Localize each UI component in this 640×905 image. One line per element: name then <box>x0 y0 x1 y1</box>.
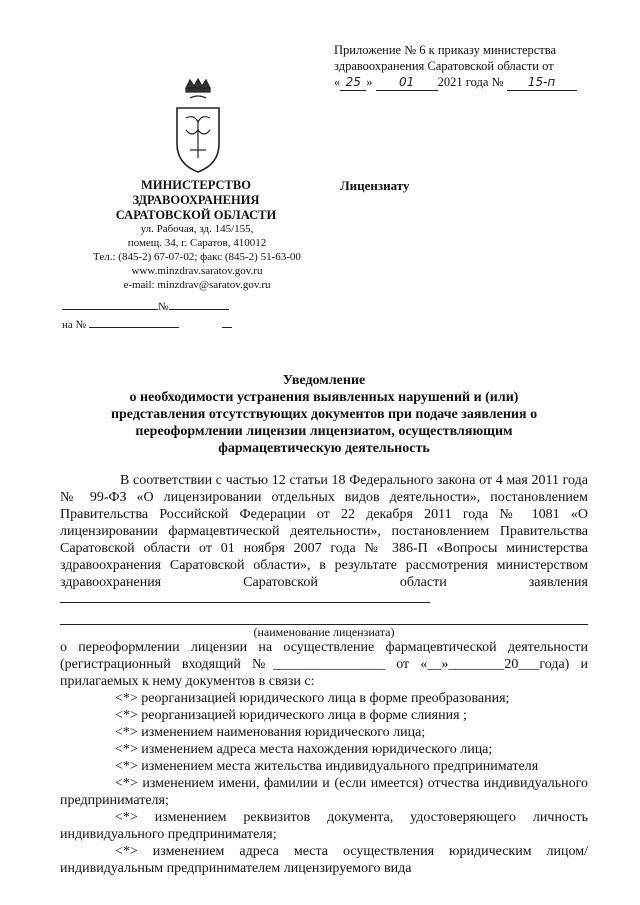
appendix-number: 15-п <box>507 74 577 91</box>
reason-item: <*> реорганизацией юридического лица в форме преобразования; <box>115 691 510 706</box>
document-body <box>60 472 588 877</box>
title-line: фармацевтическую деятельность <box>218 441 430 456</box>
ministry-name-line: САРАТОВСКОЙ ОБЛАСТИ <box>115 208 277 222</box>
appendix-date-line: « 25 » 01 2021 года № 15-п <box>334 74 624 91</box>
reissue-paragraph: о переоформлении лицензии на осуществление фармацевтической деятельности (регистрационный входящий №________________ от «__»________20___года) и прилагаемых к нему документов в связи с: <box>60 640 588 689</box>
reason-item: <*> реорганизацией юридического лица в форме слияния ; <box>115 708 467 723</box>
reason-item: <*> изменением адреса места осуществления юридическим лицом/индивидуальным предпринимателем лицензируемого вида <box>60 844 588 876</box>
saratov-coat-of-arms-emblem <box>172 78 224 176</box>
title-line: о необходимости устранения выявленных нарушений и (или) <box>129 390 519 405</box>
phone-fax: Тел.: (845-2) 67-07-02; факс (845-2) 51-63-00 <box>93 251 301 263</box>
outgoing-reference <box>62 298 302 334</box>
reason-item: <*> изменением реквизитов документа, удостоверяющего личность индивидуального предпринимателя; <box>60 810 588 842</box>
recipient: Лицензиату <box>340 178 410 193</box>
ministry-name-line: ЗДРАВООХРАНЕНИЯ <box>132 193 260 207</box>
appendix-line-2: здравоохранения Саратовской области от <box>334 59 554 73</box>
email: e-mail: minzdrav@saratov.gov.ru <box>123 279 271 291</box>
outgoing-number-line <box>62 298 302 316</box>
appendix-day: 25 <box>340 74 366 91</box>
intro-paragraph <box>60 472 588 608</box>
title-line: Уведомление <box>282 373 366 388</box>
reason-item: <*> изменением адреса места нахождения юридического лица; <box>115 742 493 757</box>
intro-text: В соответствии с частью 12 статьи 18 Федерального закона от 4 мая 2011 года № 99-ФЗ «О лицензировании отдельных видов деятельности», постановлением Правительства Российской Федерации от 22 декабря 2011 года № 1081 «О лицензировании фармацевтической деятельности», постановлением Правительства Саратовской области от 01 ноября 2007 года № 386-П «Вопросы министерства здравоохранения Саратовской области», в результате рассмотрения министерством здравоохранения Саратовской области заявления <box>60 473 588 590</box>
address-line: ул. Рабочая, зд. 145/155, <box>140 223 254 235</box>
ministry-name <box>96 178 296 223</box>
title-line: переоформлении лицензии лицензиатом, осуществляющим <box>135 424 513 439</box>
ministry-name-line: МИНИСТЕРСТВО <box>141 178 251 192</box>
licensee-name-field <box>60 608 588 625</box>
reason-item: <*> изменением наименования юридического лица; <box>115 725 426 740</box>
document-title <box>60 372 588 457</box>
ministry-contacts <box>92 222 302 292</box>
on-number-label: № <box>75 319 87 331</box>
on-label: на <box>62 319 73 331</box>
website: www.minzdrav.saratov.gov.ru <box>131 265 263 277</box>
number-label: № <box>158 301 169 313</box>
title-line: представления отсутствующих документов при подаче заявления о <box>110 407 538 422</box>
reason-item: <*> изменением места жительства индивидуального предпринимателя <box>115 759 539 774</box>
appendix-header <box>334 42 624 91</box>
reply-to-line <box>62 316 302 334</box>
reason-item: <*> изменением имени, фамилии и (если имеется) отчества индивидуального предпринимателя; <box>60 776 588 808</box>
address-line: помещ. 34, г. Саратов, 410012 <box>127 237 267 249</box>
appendix-month: 01 <box>376 74 438 91</box>
appendix-line-1: Приложение № 6 к приказу министерства <box>334 43 557 57</box>
licensee-name-caption: (наименование лицензиата) <box>253 625 395 639</box>
appendix-number-label: № <box>491 75 504 89</box>
appendix-year: 2021 года <box>437 75 489 89</box>
